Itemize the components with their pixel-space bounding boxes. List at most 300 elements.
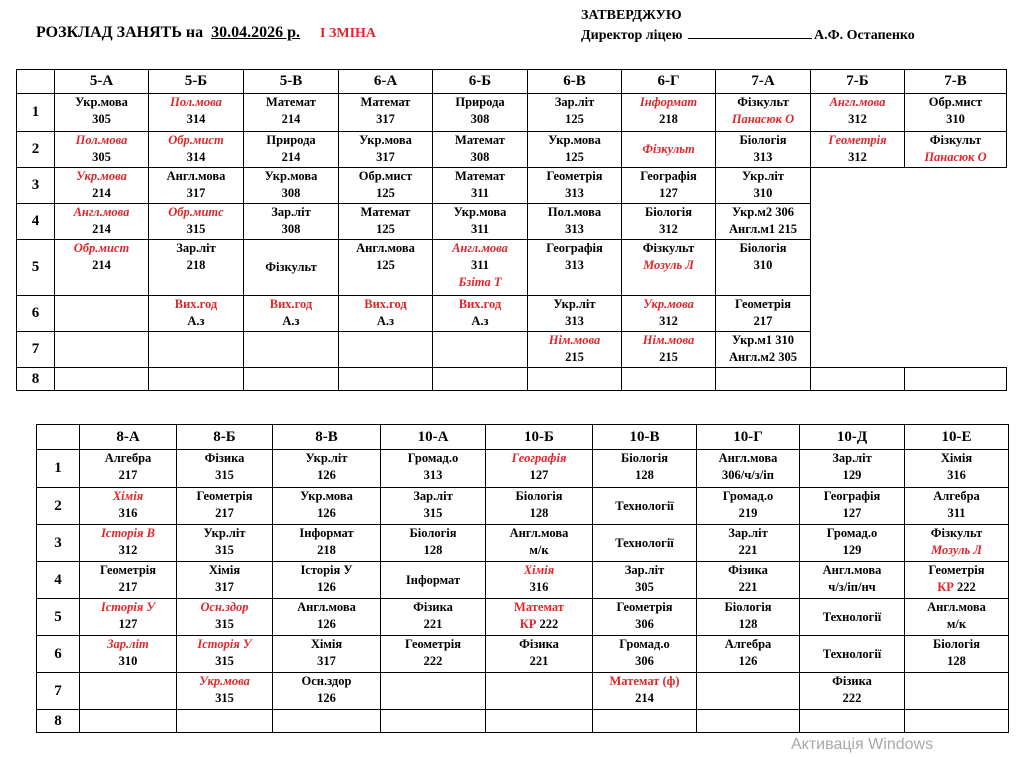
cell-line: Фізика <box>204 451 245 465</box>
lesson-cell <box>244 132 339 168</box>
lesson-cell <box>339 368 433 391</box>
lesson-cell <box>339 132 433 168</box>
cell-line: 317 <box>186 186 206 200</box>
cell-line: Геометрія <box>546 169 603 183</box>
cell-line: 312 <box>118 543 138 557</box>
lesson-cell <box>486 710 593 733</box>
class-header: 10-В <box>593 425 697 450</box>
cell-line: Геометрія <box>734 297 792 311</box>
cell-line: 221 <box>423 617 443 631</box>
lesson-cell <box>486 562 593 599</box>
cell-line: 312 <box>659 222 678 236</box>
lesson-cell <box>486 599 593 636</box>
lesson-cell <box>177 450 273 488</box>
cell-line: 128 <box>635 468 654 482</box>
cell-line: 305 <box>92 150 111 164</box>
cell-line: 308 <box>470 112 490 126</box>
cell-line: 315 <box>186 222 206 236</box>
class-header: 10-Д <box>800 425 905 450</box>
cell-line: Англ.мова <box>452 241 508 255</box>
lesson-row <box>17 204 1007 240</box>
cell-line: Укр.літ <box>305 451 348 465</box>
lesson-row <box>17 240 1007 296</box>
cell-line: Фізкульт <box>642 241 695 255</box>
cell-line: Математ <box>455 169 505 183</box>
cell-line: 306/ч/з/іп <box>722 468 774 482</box>
cell-line: Фізкульт <box>265 260 317 274</box>
cell-line: Укр.літ <box>203 526 246 540</box>
lesson-cell <box>622 240 716 296</box>
lesson-cell <box>433 240 528 296</box>
lesson-cell <box>905 488 1009 525</box>
lesson-cell <box>149 368 244 391</box>
cell-line: Математ <box>455 133 505 147</box>
cell-line: Укр.літ <box>553 297 596 311</box>
cell-line: Алгебра <box>724 637 772 651</box>
lesson-cell <box>55 296 149 332</box>
cell-line: 315 <box>215 654 234 668</box>
lesson-cell <box>55 168 149 204</box>
cell-line: Пол.мова <box>547 205 602 219</box>
cell-line: 315 <box>423 506 443 520</box>
lesson-cell <box>149 94 244 132</box>
cell-line: Історія У <box>300 563 353 577</box>
lesson-cell <box>905 673 1009 710</box>
cell-line: Хімія <box>208 563 241 577</box>
cell-line: 305 <box>92 112 111 126</box>
lesson-cell <box>244 204 339 240</box>
cell-line: Обр.мист <box>928 95 983 109</box>
cell-line: 313 <box>565 258 584 272</box>
cell-line: Укр.м2 306 <box>731 205 795 219</box>
schedule-date: 30.04.2026 р. <box>211 24 301 41</box>
lesson-cell <box>244 240 339 296</box>
lesson-cell <box>800 599 905 636</box>
cell-line: 214 <box>92 258 111 272</box>
lesson-cell <box>528 332 622 368</box>
cell-line: Інформат <box>299 526 354 540</box>
lesson-cell <box>716 168 811 204</box>
lesson-row <box>37 599 1009 636</box>
cell-line: Алгебра <box>104 451 152 465</box>
cell-line: Осн.здор <box>200 600 249 614</box>
cell-line: Англ.мова <box>509 526 569 540</box>
lesson-row <box>17 132 1007 168</box>
lesson-cell <box>593 599 697 636</box>
lesson-cell <box>433 94 528 132</box>
lesson-cell <box>381 710 486 733</box>
lesson-cell <box>905 94 1007 132</box>
cell-line: Зар.літ <box>832 451 872 465</box>
cell-line: Зар.літ <box>624 563 665 577</box>
cell-line: 312 <box>659 314 678 328</box>
cell-line: 125 <box>565 112 584 126</box>
lesson-cell <box>433 296 528 332</box>
cell-line: 217 <box>753 314 773 328</box>
class-header: 5-А <box>55 70 149 94</box>
cell-line: Хімія <box>112 489 144 503</box>
cell-line: Укр.мова <box>453 205 507 219</box>
lesson-cell <box>716 204 811 240</box>
lesson-cell <box>177 562 273 599</box>
cell-line: Біологія <box>515 489 563 503</box>
corner-cell <box>37 425 80 450</box>
cell-line: Укр.м1 310 <box>731 333 795 347</box>
lesson-cell <box>593 450 697 488</box>
signature-line <box>688 27 812 39</box>
class-header: 8-Б <box>177 425 273 450</box>
lesson-number: 4 <box>17 204 55 240</box>
cell-line: 126 <box>317 617 336 631</box>
cell-line: 217 <box>118 580 138 594</box>
class-header: 6-В <box>528 70 622 94</box>
cell-line: 128 <box>947 654 966 668</box>
cell-line: Фізика <box>728 563 768 577</box>
cell-line: 214 <box>281 150 301 164</box>
cell-line: 315 <box>215 543 234 557</box>
lesson-cell <box>697 673 800 710</box>
cell-line: 317 <box>317 654 336 668</box>
cell-line: Укр.мова <box>75 95 128 109</box>
lesson-cell <box>622 94 716 132</box>
cell-line: Інформат <box>405 572 461 587</box>
cell-line: 126 <box>317 691 336 705</box>
lesson-cell <box>697 450 800 488</box>
lesson-cell <box>905 132 1007 168</box>
cell-line: Географія <box>511 451 567 465</box>
lesson-cell <box>273 525 381 562</box>
cell-line: Обр.мист <box>73 241 130 255</box>
cell-line: Вих.год <box>174 297 218 311</box>
cell-line: 217 <box>215 506 234 520</box>
lesson-cell <box>381 636 486 673</box>
lesson-cell <box>528 240 622 296</box>
lesson-cell <box>800 525 905 562</box>
shift-label: І ЗМІНА <box>320 26 377 41</box>
cell-line: Математ <box>360 205 411 219</box>
class-header-row <box>37 425 1009 450</box>
cell-line: 218 <box>186 258 206 272</box>
lesson-cell <box>716 332 811 368</box>
lesson-cell <box>177 710 273 733</box>
cell-line: 316 <box>529 580 549 594</box>
cell-line: 306 <box>635 654 654 668</box>
lesson-cell <box>149 296 244 332</box>
lesson-row <box>37 488 1009 525</box>
cell-line: Вих.год <box>458 297 502 311</box>
lesson-number: 1 <box>37 450 80 488</box>
cell-line: Зар.літ <box>271 205 311 219</box>
lesson-cell <box>528 94 622 132</box>
lesson-row <box>37 673 1009 710</box>
lesson-cell <box>80 525 177 562</box>
cell-line: 127 <box>842 506 862 520</box>
lesson-cell <box>486 673 593 710</box>
cell-line: Нім.мова <box>548 333 601 347</box>
lesson-cell <box>339 332 433 368</box>
cell-line: Географія <box>640 169 697 183</box>
cell-line: Геометрія <box>404 637 462 651</box>
lesson-cell <box>80 673 177 710</box>
cell-line: 214 <box>92 186 111 200</box>
cell-line: Панасюк О <box>731 112 795 126</box>
cell-line: Громад.о <box>722 489 774 503</box>
lesson-cell <box>55 132 149 168</box>
cell-line: 313 <box>423 468 443 482</box>
lesson-number: 4 <box>37 562 80 599</box>
cell-line: Укр.мова <box>264 169 318 183</box>
lesson-cell <box>800 450 905 488</box>
cell-line: 313 <box>565 222 584 236</box>
lesson-cell <box>811 132 905 168</box>
lesson-cell <box>528 368 622 391</box>
cell-line: 215 <box>565 350 584 364</box>
cell-line: Пол.мова <box>75 133 128 147</box>
lesson-cell <box>716 132 811 168</box>
lesson-cell <box>339 168 433 204</box>
cell-line: 128 <box>423 543 443 557</box>
cell-text: 222 <box>953 580 976 594</box>
cell-line: 127 <box>659 186 678 200</box>
lesson-cell <box>177 488 273 525</box>
lesson-cell <box>433 168 528 204</box>
cell-line: 311 <box>470 186 490 200</box>
cell-line: Фізкульт <box>930 526 983 540</box>
cell-line: Англ.мова <box>927 600 986 614</box>
cell-line: Англ.мова <box>718 451 778 465</box>
lesson-number: 8 <box>17 368 55 391</box>
lesson-row <box>37 636 1009 673</box>
cell-line: 317 <box>215 580 234 594</box>
lesson-cell <box>433 332 528 368</box>
cell-line: 313 <box>753 150 773 164</box>
cell-line: 218 <box>317 543 336 557</box>
lesson-number: 3 <box>17 168 55 204</box>
cell-line: 129 <box>842 543 862 557</box>
cell-line: Геометрія <box>196 489 253 503</box>
lesson-cell <box>381 488 486 525</box>
class-header: 6-Г <box>622 70 716 94</box>
cell-line: 308 <box>281 186 301 200</box>
cell-line: Громад.о <box>826 526 878 540</box>
lesson-cell <box>622 296 716 332</box>
lesson-row <box>37 710 1009 733</box>
class-header: 7-А <box>716 70 811 94</box>
cell-line: Обр.мист <box>168 133 224 147</box>
class-header-row <box>17 70 1007 94</box>
class-header: 10-Г <box>697 425 800 450</box>
cell-line: Біологія <box>724 600 772 614</box>
cell-line: 313 <box>565 314 584 328</box>
cell-line: Біологія <box>933 637 980 651</box>
cell-line: 308 <box>281 222 301 236</box>
lesson-number: 2 <box>37 488 80 525</box>
lesson-row <box>17 94 1007 132</box>
cell-line: 315 <box>215 468 234 482</box>
lesson-cell <box>593 636 697 673</box>
cell-line: Фізкульт <box>737 95 789 109</box>
lesson-cell <box>177 673 273 710</box>
cell-line: 310 <box>753 258 773 272</box>
lesson-cell <box>55 94 149 132</box>
lesson-cell <box>528 296 622 332</box>
cell-line: Панасюк О <box>924 150 987 164</box>
cell-line: Хімія <box>940 451 973 465</box>
cell-line: 126 <box>317 506 336 520</box>
cell-line: 313 <box>565 186 584 200</box>
lesson-cell <box>244 368 339 391</box>
cell-line: Географія <box>546 241 603 255</box>
cell-line: Математ <box>360 95 411 109</box>
lesson-cell <box>177 599 273 636</box>
director-line <box>581 27 915 44</box>
lesson-cell <box>80 710 177 733</box>
cell-line <box>905 579 1008 596</box>
cell-line: Природа <box>266 133 316 147</box>
lesson-row <box>17 332 1007 368</box>
cell-line: Англ.мова <box>166 169 226 183</box>
cell-line: 219 <box>738 506 758 520</box>
lesson-cell <box>905 710 1009 733</box>
lesson-cell <box>244 332 339 368</box>
lesson-cell <box>528 204 622 240</box>
lesson-cell <box>593 488 697 525</box>
cell-line: 310 <box>753 186 773 200</box>
cell-line: 306 <box>635 617 654 631</box>
cell-line: Укр.літ <box>741 169 785 183</box>
lesson-cell <box>800 562 905 599</box>
lesson-cell <box>177 636 273 673</box>
cell-line: А.з <box>282 314 300 328</box>
cell-line: 305 <box>635 580 654 594</box>
cell-line: Зар.літ <box>554 95 595 109</box>
class-header: 7-Б <box>811 70 905 94</box>
lesson-cell <box>149 204 244 240</box>
lesson-cell <box>622 168 716 204</box>
cell-line: 317 <box>376 150 395 164</box>
lesson-cell <box>800 636 905 673</box>
cell-line: 311 <box>470 258 490 272</box>
cell-line: 222 <box>423 654 443 668</box>
cell-line: м/к <box>946 617 967 631</box>
lesson-cell <box>528 168 622 204</box>
cell-line: Зар.літ <box>176 241 216 255</box>
cell-line: Фізика <box>519 637 559 651</box>
class-header: 8-В <box>273 425 381 450</box>
cell-line: Обр.мист <box>358 169 413 183</box>
cell-line: Хімія <box>310 637 343 651</box>
lesson-cell <box>811 94 905 132</box>
cell-line: Технології <box>822 646 882 661</box>
cell-line: Пол.мова <box>170 95 222 109</box>
cell-line: Англ.мова <box>822 563 882 577</box>
cell-line: Англ.м1 215 <box>728 222 798 236</box>
class-header: 6-А <box>339 70 433 94</box>
cell-line: Хімія <box>523 563 555 577</box>
cell-line: Осн.здор <box>301 674 352 688</box>
cell-line: 221 <box>738 543 758 557</box>
cell-line: Математ <box>266 95 316 109</box>
cell-line: 127 <box>118 617 138 631</box>
cell-line: 316 <box>118 506 138 520</box>
approve-label: ЗАТВЕРДЖУЮ <box>581 8 682 23</box>
director-name: А.Ф. Остапенко <box>813 28 915 43</box>
cell-line: 125 <box>376 222 395 236</box>
cell-line: Математ <box>514 600 564 614</box>
cell-line: 308 <box>470 150 490 164</box>
lesson-row <box>17 296 1007 332</box>
cell-line: Біологія <box>645 205 692 219</box>
lesson-cell <box>381 599 486 636</box>
cell-line: 218 <box>659 112 678 126</box>
cell-line: 214 <box>92 222 111 236</box>
cell-line: Технології <box>822 609 882 624</box>
lesson-cell <box>622 204 716 240</box>
cell-line: Вих.год <box>364 297 407 311</box>
cell-text: КР <box>937 580 954 594</box>
class-header: 10-А <box>381 425 486 450</box>
cell-line: Фізкульт <box>929 133 982 147</box>
cell-line: 311 <box>470 222 490 236</box>
lesson-cell <box>716 296 811 332</box>
cell-text: 222 <box>536 617 559 631</box>
cell-line: 312 <box>848 112 867 126</box>
cell-line: 221 <box>529 654 549 668</box>
cell-line: Біологія <box>739 241 787 255</box>
lesson-cell <box>433 368 528 391</box>
lesson-cell <box>80 488 177 525</box>
windows-activation-watermark: Активація Windows <box>791 736 934 753</box>
lesson-cell <box>339 240 433 296</box>
cell-line <box>486 616 592 633</box>
lesson-cell <box>339 94 433 132</box>
cell-line: 317 <box>376 112 395 126</box>
cell-line: 125 <box>565 150 584 164</box>
cell-line: Нім.мова <box>642 333 695 347</box>
lesson-number: 5 <box>37 599 80 636</box>
lesson-row <box>37 450 1009 488</box>
lesson-cell <box>905 368 1007 391</box>
cell-line: 125 <box>376 258 395 272</box>
cell-line: 314 <box>186 112 206 126</box>
lesson-cell <box>433 204 528 240</box>
lesson-cell <box>55 332 149 368</box>
lesson-cell <box>244 296 339 332</box>
cell-line: 128 <box>738 617 758 631</box>
lesson-cell <box>80 562 177 599</box>
cell-line: Мозуль Л <box>643 258 694 272</box>
lesson-cell <box>486 636 593 673</box>
cell-line: Обр.митс <box>168 205 224 219</box>
lesson-cell <box>433 132 528 168</box>
lesson-cell <box>177 525 273 562</box>
lesson-cell <box>593 673 697 710</box>
cell-line: 310 <box>946 112 965 126</box>
corner-cell <box>17 70 55 94</box>
lesson-cell <box>800 488 905 525</box>
cell-line: 127 <box>529 468 549 482</box>
class-header: 8-А <box>80 425 177 450</box>
lesson-cell <box>381 562 486 599</box>
cell-line: Англ.мова <box>829 95 886 109</box>
class-header: 10-Е <box>905 425 1009 450</box>
lesson-row <box>17 168 1007 204</box>
cell-line: 126 <box>317 580 336 594</box>
cell-line: Укр.мова <box>643 297 694 311</box>
cell-line: Фізкульт <box>642 142 695 156</box>
cell-line: 312 <box>848 150 867 164</box>
lesson-number: 6 <box>17 296 55 332</box>
